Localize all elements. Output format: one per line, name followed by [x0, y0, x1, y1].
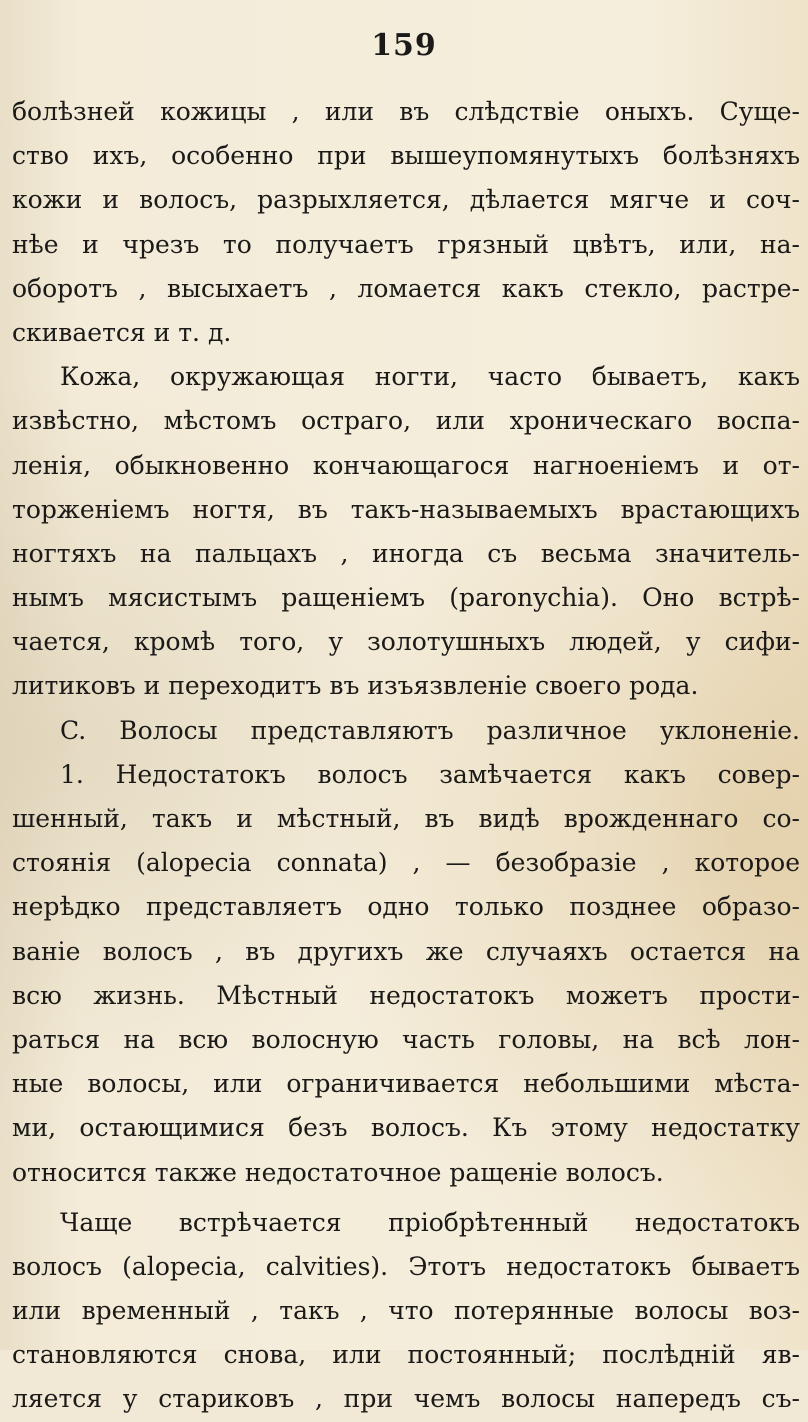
- text-line: чается, кромѣ того, у золотушныхъ людей, у сифи-: [12, 627, 800, 657]
- text-line: извѣстно, мѣстомъ остраго, или хроническаго воспа-: [12, 406, 800, 436]
- text-line: шенный, такъ и мѣстный, въ видѣ врожденнаго со-: [12, 804, 800, 833]
- text-line: ленія, обыкновенно кончающагося нагноеніемъ и от-: [12, 450, 800, 480]
- text-line: кожи и волосъ, разрыхляется, дѣлается мягче и соч-: [12, 185, 800, 215]
- text-line: стоянія (alopecia connata) , — безобразіе , которое: [12, 848, 800, 878]
- text-line: нымъ мясистымъ ращеніемъ (paronychia). Оно встрѣ-: [12, 583, 800, 613]
- text-line: ные волосы, или ограничивается небольшими мѣста-: [12, 1069, 800, 1099]
- text-line: ство ихъ, особенно при вышеупомянутыхъ болѣзняхъ: [12, 141, 800, 171]
- text-line: относится также недостаточное ращеніе волосъ.: [12, 1157, 664, 1187]
- text-line: болѣзней кожицы , или въ слѣдствіе оныхъ. Суще-: [12, 97, 800, 126]
- text-line: ляется у стариковъ , при чемъ волосы напередъ съ-: [12, 1384, 800, 1414]
- text-line: нѣе и чрезъ то получаетъ грязный цвѣтъ, или, на-: [12, 229, 800, 259]
- text-line: скивается и т. д.: [12, 317, 232, 347]
- text-line: становляются снова, или постоянный; послѣдній яв-: [12, 1340, 800, 1370]
- text-line: торженіемъ ногтя, въ такъ-называемыхъ врастающихъ: [12, 494, 800, 524]
- text-line: ми, остающимися безъ волосъ. Къ этому недостатку: [12, 1113, 800, 1143]
- text-line: Кожа, окружающая ногти, часто бываетъ, какъ: [60, 362, 800, 392]
- text-line: ваніе волосъ , въ другихъ же случаяхъ остается на: [12, 936, 800, 966]
- section-heading: C. Волосы представляютъ различное уклоненіе.: [60, 715, 800, 745]
- text-line: раться на всю волосную часть головы, на всѣ лон-: [12, 1024, 800, 1054]
- text-line: волосъ (alopecia, calvities). Этотъ недостатокъ бываетъ: [12, 1251, 800, 1281]
- text-line: ногтяхъ на пальцахъ , иногда съ весьма значитель-: [12, 538, 800, 568]
- text-line: оборотъ , высыхаетъ , ломается какъ стекло, растре-: [12, 273, 800, 303]
- text-line: всю жизнь. Мѣстный недостатокъ можетъ прости-: [12, 980, 800, 1010]
- text-line: нерѣдко представляетъ одно только позднее образо-: [12, 892, 800, 922]
- page-number: 159: [371, 28, 437, 63]
- text-line: Чаще встрѣчается пріобрѣтенный недостатокъ: [60, 1207, 800, 1237]
- text-line: литиковъ и переходитъ въ изъязвленіе своего рода.: [12, 671, 699, 701]
- page-body: [12, 90, 800, 1422]
- text-line: или временный , такъ , что потерянные волосы воз-: [12, 1296, 800, 1326]
- text-line: 1. Недостатокъ волосъ замѣчается какъ совер-: [60, 759, 800, 789]
